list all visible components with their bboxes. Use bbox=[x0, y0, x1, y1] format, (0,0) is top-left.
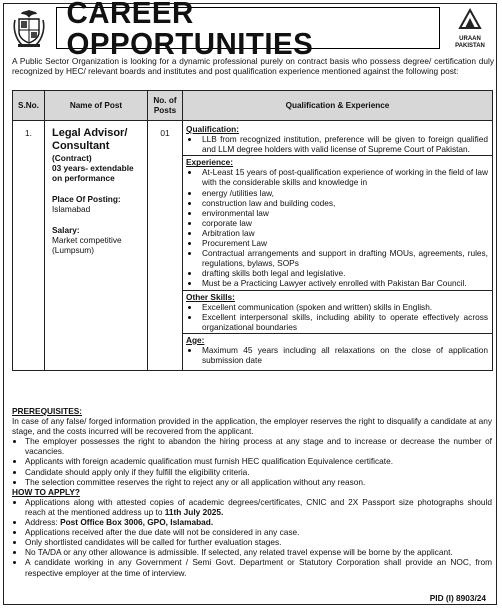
list-item: • The employer possesses the right to abandon the hiring process at any stage and to increase or decrease the number of vacancies. bbox=[25, 436, 492, 456]
list-item: • Arbitration law bbox=[200, 228, 488, 238]
list-item: • Excellent interpersonal skills, including ability to operate effectively across organizational boundaries bbox=[200, 312, 488, 332]
how-to-apply-list bbox=[12, 497, 492, 527]
list-item: • Only shortlisted candidates will be called for further evaluation stages. bbox=[25, 537, 492, 547]
other-skills-heading: Other Skills: bbox=[186, 291, 235, 302]
prerequisites-lead: In case of any false/ forged information provided in the application, the employer reserves the right to disqualify a candidate at any stage, and the costs incurred will be recovered from the applicant. bbox=[12, 416, 492, 437]
instructions bbox=[12, 406, 492, 578]
list-item: • No TA/DA or any other allowance is admissible. If selected, any related travel expense will be borne by the applicant. bbox=[25, 547, 492, 557]
pid-number: PID (I) 8903/24 bbox=[429, 593, 486, 603]
list-item: • environmental law bbox=[200, 208, 488, 218]
list-item: • LLB from recognized institution, preference will be given to foreign qualified and LLM degree holders with valid license of Supreme Court of Pakistan. bbox=[200, 134, 488, 154]
apply-deadline-text: Applications along with attested copies of academic degrees/certificates, CNIC and 2X Passport size photographs should reach at the mentioned address up to bbox=[25, 496, 492, 517]
place-value: Islamabad bbox=[52, 204, 91, 214]
posts-table bbox=[12, 90, 493, 371]
tenure: 03 years- extendable on performance bbox=[52, 163, 134, 183]
list-item: • Candidate should apply only if they fulfill the eligibility criteria. bbox=[25, 467, 492, 477]
how-to-apply-more-list bbox=[12, 527, 492, 577]
table-row bbox=[13, 121, 493, 371]
address-label: Address: bbox=[25, 517, 61, 528]
header-qualification: Qualification & Experience bbox=[183, 91, 493, 121]
list-item: • corporate law bbox=[200, 218, 488, 228]
post-title: Legal Advisor/ Consultant bbox=[52, 127, 128, 152]
uraan-pakistan-logo bbox=[446, 7, 494, 51]
list-item: • drafting skills both legal and legislative. bbox=[200, 268, 488, 278]
list-item: • At-Least 15 years of post-qualification experience of working in the field of law with the considerable skills and knowledge in bbox=[200, 167, 488, 187]
list-item: • Applications received after the due date will not be considered in any case. bbox=[25, 527, 492, 537]
row-sno: 1. bbox=[13, 121, 45, 371]
experience-heading: Experience: bbox=[186, 157, 234, 168]
place-label: Place Of Posting: bbox=[52, 194, 121, 204]
list-item: • construction law and building codes, bbox=[200, 198, 488, 208]
header bbox=[6, 0, 495, 61]
list-item: • energy /utilities law, bbox=[200, 188, 488, 198]
header-sno: S.No. bbox=[13, 91, 45, 121]
title-banner bbox=[56, 0, 440, 61]
intro-paragraph: A Public Sector Organization is looking for a dynamic professional purely on contract basis who possess degree/ certification duly recognized by HEC/ relevant boards and institutes and post qualification experience mentioned against the following post: bbox=[12, 56, 494, 77]
header-no-of-posts: No. of Posts bbox=[148, 91, 183, 121]
table-header-row bbox=[13, 91, 493, 121]
qualification-cell bbox=[183, 121, 493, 371]
salary-label: Salary: bbox=[52, 225, 80, 235]
header-name-of-post: Name of Post bbox=[45, 91, 148, 121]
list-item bbox=[25, 497, 492, 517]
prerequisites-list bbox=[12, 436, 492, 486]
prerequisites-heading: PREREQUISITES: bbox=[12, 406, 83, 416]
page-title: CAREER OPPORTUNITIES bbox=[66, 0, 314, 61]
experience-section bbox=[183, 156, 492, 290]
logo-text-uraan: URAAN bbox=[459, 36, 481, 42]
contract-type: (Contract) bbox=[52, 153, 92, 163]
logo-text-pakistan: PAKISTAN bbox=[455, 43, 485, 49]
age-heading: Age: bbox=[186, 334, 205, 345]
list-item: • Excellent communication (spoken and written) skills in English. bbox=[200, 302, 488, 312]
salary-value: Market competitive (Lumpsum) bbox=[52, 235, 122, 255]
row-no-of-posts: 01 bbox=[148, 121, 183, 371]
list-item: • Maximum 45 years including all relaxations on the close of application submission date bbox=[200, 345, 488, 365]
address-value: Post Office Box 3006, GPO, Islamabad. bbox=[60, 517, 214, 528]
age-section bbox=[183, 334, 492, 366]
list-item: • Must be a Practicing Lawyer actively enrolled with Pakistan Bar Council. bbox=[200, 278, 488, 288]
uraan-logo-icon bbox=[457, 7, 483, 31]
qualification-section bbox=[183, 123, 492, 156]
list-item: • Procurement Law bbox=[200, 238, 488, 248]
apply-deadline-date: 11th July 2025. bbox=[164, 506, 224, 517]
how-to-apply-heading: HOW TO APPLY? bbox=[12, 486, 80, 497]
post-details-cell bbox=[45, 121, 148, 371]
advertisement-page bbox=[3, 0, 497, 605]
other-skills-section bbox=[183, 291, 492, 334]
qualification-heading: Qualification: bbox=[186, 124, 240, 134]
state-emblem-icon bbox=[12, 8, 46, 48]
list-item: • Contractual arrangements and support in drafting MOUs, agreements, rules, regulations, bylaws, SOPs bbox=[200, 248, 488, 268]
list-item: • Applicants with foreign academic qualification must furnish HEC qualification Equivalence certificate. bbox=[25, 456, 492, 466]
list-item: • The selection committee reserves the right to reject any or all application without any reason. bbox=[25, 477, 492, 487]
list-item: • A candidate working in any Government / Semi Govt. Department or Statutory Corporation shall provide an NOC, from respective employer at the time of interview. bbox=[25, 557, 492, 577]
list-item bbox=[25, 517, 492, 527]
